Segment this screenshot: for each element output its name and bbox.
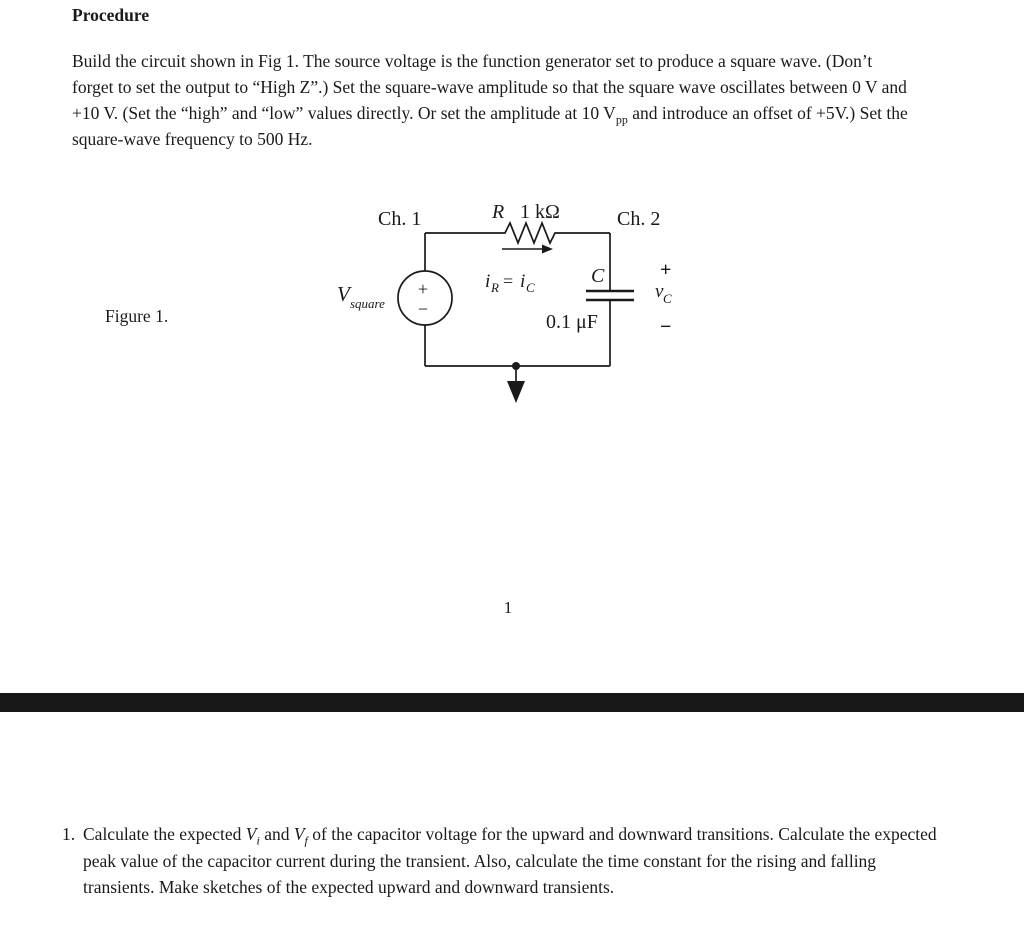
source-name-subscript: square [350,296,385,311]
question-item-1 [62,821,946,901]
resistor-name-label: R [492,201,505,223]
circuit-svg [330,195,710,415]
vi-symbol: V [245,824,257,844]
vc-name-subscript: C [663,291,672,306]
vc-minus-sign: − [660,316,672,338]
ground-arrow-icon [507,381,525,403]
paragraph-text-2: and introduce an offset of +5V.) Set the square-wave frequency to 500 Hz. [72,103,908,149]
page-number: 1 [503,598,513,617]
page-separator-bar [0,693,1024,712]
procedure-paragraph [72,48,908,152]
resistor-value-label: 1 kΩ [520,201,560,223]
page-title: Procedure [72,5,150,25]
question-text-2: of the capacitor voltage for the upward and downward transitions. Calculate the expected peak value of the capacitor current during the transient. Also, calculate the time constant for the rising and falling transients. Make sketches of the expected upward and downward transients. [83,824,937,897]
list-marker: 1. [62,824,76,844]
vc-plus-sign: + [660,259,672,281]
current-i1-subscript: R [491,280,499,295]
vc-name-label: v [655,281,664,302]
question-text-mid: and [259,824,294,844]
vf-subscript: f [304,833,308,848]
resistor-symbol [425,223,610,243]
vpp-subscript: pp [615,112,628,127]
figure-1-circuit-diagram [330,195,710,415]
capacitor-value-label: 0.1 μF [546,311,598,333]
question-text [83,821,946,901]
current-i2-label: i [520,271,526,292]
current-i1-label: i [485,271,491,292]
source-name-label: V [337,282,350,306]
paragraph-text-1: Build the circuit shown in Fig 1. The source voltage is the function generator set to produce a square wave. (Don’t forget to set the output to “High Z”.) Set the square-wave amplitude so that the square wave oscillates between 0 V and +10 V. (Set the “high” and “low” values directly. Or set the amplitude at 10 V [72,51,907,123]
question-text-1: Calculate the expected [83,824,246,844]
source-minus-sign: − [417,299,429,319]
ch2-label: Ch. 2 [617,208,661,230]
current-equals: = [503,271,514,291]
vf-symbol: V [293,824,305,844]
current-arrow-head [542,245,553,254]
figure-caption: Figure 1. [105,306,169,326]
ch1-label: Ch. 1 [378,208,422,230]
current-i2-subscript: C [526,280,535,295]
capacitor-name-label: C [591,265,605,287]
vi-subscript: i [256,833,260,848]
source-plus-sign: + [417,279,429,299]
